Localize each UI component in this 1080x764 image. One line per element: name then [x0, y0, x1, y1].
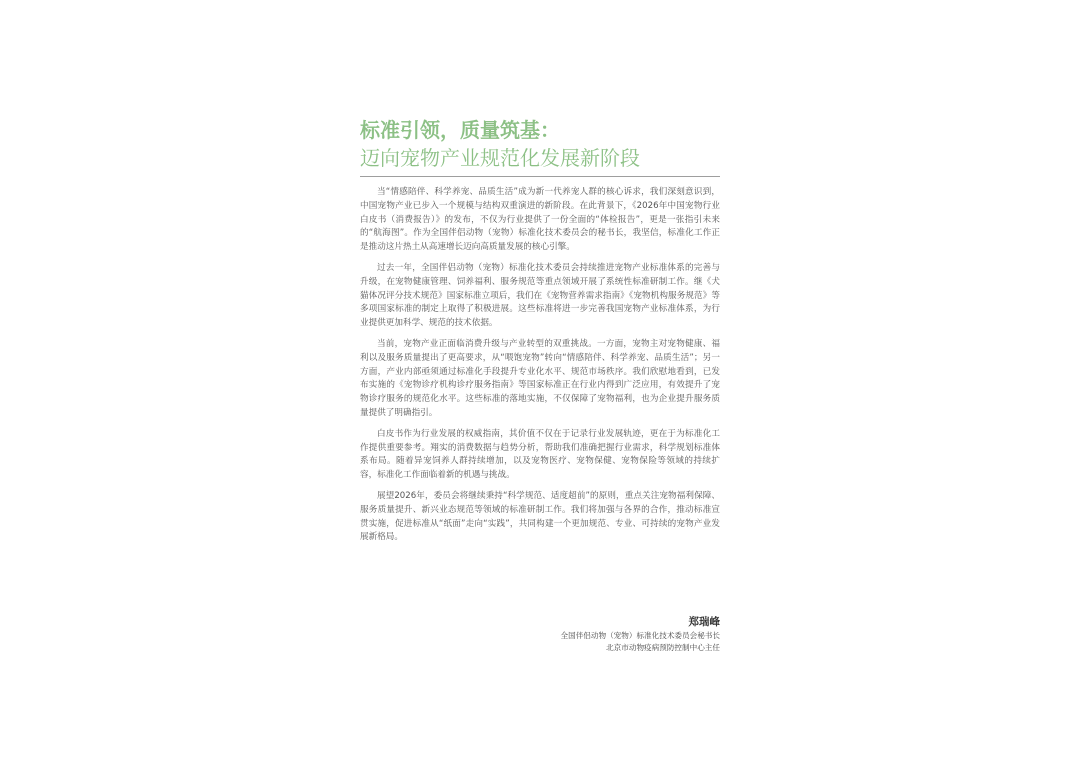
paragraph-4: 白皮书作为行业发展的权威指南，其价值不仅在于记录行业发展轨迹，更在于为标准化工作提供重要参考。翔实的消费数据与趋势分析，帮助我们准确把握行业需求，科学规划标准体系布局。随着异宠饲养人群持续增加，以及宠物医疗、宠物保健、宠物保险等领域的持续扩容，标准化工作面临着新的机遇与挑战。 [360, 428, 720, 481]
paragraph-1: 当“情感陪伴、科学养宠、品质生活”成为新一代养宠人群的核心诉求，我们深刻意识到，中国宠物产业已步入一个规模与结构双重演进的新阶段。在此背景下，《2026年中国宠物行业白皮书（消费报告）》的发布，不仅为行业提供了一份全面的“体检报告”，更是一张指引未来的“航海图”。作为全国伴侣动物（宠物）标准化技术委员会的秘书长，我坚信，标准化工作正是推动这片热土从高速增长迈向高质量发展的核心引擎。 [360, 187, 720, 253]
foreword-page [360, 0, 720, 764]
signature-title-1: 全国伴侣动物（宠物）标准化技术委员会秘书长 [560, 631, 720, 640]
page-title: 标准引领，质量筑基： [360, 118, 560, 142]
signature-title-2: 北京市动物疫病预防控制中心主任 [606, 643, 720, 652]
paragraph-3: 当前，宠物产业正面临消费升级与产业转型的双重挑战。一方面，宠物主对宠物健康、福利以及服务质量提出了更高要求，从“喂饱宠物”转向“情感陪伴、科学养宠、品质生活”；另一方面，产业内部亟须通过标准化手段提升专业化水平、规范市场秩序。我们欣慰地看到，已发布实施的《宠物诊疗机构诊疗服务指南》等国家标准正在行业内得到广泛应用，有效提升了宠物诊疗服务的规范化水平。这些标准的落地实施，不仅保障了宠物福利，也为企业提升服务质量提供了明确指引。 [360, 338, 720, 418]
foreword-body [360, 186, 720, 552]
title-divider [360, 176, 720, 177]
page-subtitle: 迈向宠物产业规范化发展新阶段 [360, 146, 640, 170]
paragraph-5: 展望2026年，委员会将继续秉持“科学规范、适度超前”的原则，重点关注宠物福利保障、服务质量提升、新兴业态规范等领域的标准研制工作。我们将加强与各界的合作，推动标准宣贯实施，促进标准从“纸面”走向“实践”，共同构建一个更加规范、专业、可持续的宠物产业发展新格局。 [360, 490, 720, 543]
paragraph-2: 过去一年，全国伴侣动物（宠物）标准化技术委员会持续推进宠物产业标准体系的完善与升级，在宠物健康管理、饲养福利、服务规范等重点领域开展了系统性标准研制工作。继《犬猫体况评分技术规范》国家标准立项后，我们在《宠物营养需求指南》《宠物机构服务规范》等多项国家标准的制定上取得了积极进展。这些标准将进一步完善我国宠物产业标准体系，为行业提供更加科学、规范的技术依据。 [360, 262, 720, 329]
signature-name: 郑瑞峰 [688, 616, 720, 628]
signature-block [360, 614, 720, 654]
